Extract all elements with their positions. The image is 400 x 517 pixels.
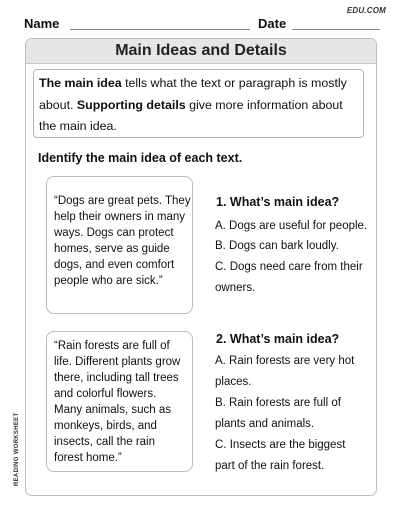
definition-line-2 <box>39 96 343 114</box>
answer-option[interactable]: C. Insects are the biggest <box>215 439 346 451</box>
answer-option[interactable]: A. Rain forests are very hot <box>215 355 355 367</box>
name-date-row <box>24 16 380 32</box>
passage-line: insects, call the rain <box>54 436 155 448</box>
brand-logo: EDU.COM <box>346 6 386 15</box>
definition-text-2a: about. <box>39 98 77 112</box>
passage-line: and colorful flowers. <box>54 388 157 400</box>
passage-line: ways. Dogs can protect <box>54 227 174 239</box>
answer-option[interactable]: B. Rain forests are full of <box>215 397 341 409</box>
definition-text-1: tells what the text or paragraph is mostly <box>121 76 347 90</box>
question-2-title: 2. What’s main idea? <box>216 332 340 346</box>
passage-line: there, including tall trees <box>54 372 179 384</box>
passage-line: life. Different plants grow <box>54 356 181 368</box>
question-1-title: 1. What’s main idea? <box>216 195 340 209</box>
passage-line: dogs, and even comfort <box>54 259 175 271</box>
answer-option-continued[interactable]: plants and animals. <box>215 418 315 430</box>
answer-option-continued[interactable]: owners. <box>215 282 256 294</box>
passage-line: “Rain forests are full of <box>54 340 170 352</box>
passage-box-2 <box>46 331 193 472</box>
instruction-text: Identify the main idea of each text. <box>38 151 243 165</box>
worksheet-panel <box>25 38 377 496</box>
definition-line-3: the main idea. <box>39 119 117 133</box>
definition-box <box>33 69 364 138</box>
page-title: Main Ideas and Details <box>115 42 287 59</box>
passage-box-1 <box>46 176 193 314</box>
term-main-idea: The main idea <box>39 76 122 90</box>
name-label: Name <box>24 16 60 31</box>
name-line[interactable] <box>70 29 250 30</box>
side-label: READING WORKSHEET <box>14 412 20 486</box>
answer-option[interactable]: A. Dogs are useful for people. <box>215 220 368 232</box>
answer-option-continued[interactable]: part of the rain forest. <box>215 460 325 472</box>
passage-line: help their owners in many <box>54 211 186 223</box>
definition-text-2b: give more information about <box>185 98 343 112</box>
answer-option[interactable]: B. Dogs can bark loudly. <box>215 240 339 252</box>
date-line[interactable] <box>292 29 380 30</box>
passage-line: “Dogs are great pets. They <box>54 195 191 207</box>
term-supporting-details: Supporting details <box>76 98 186 112</box>
definition-line-1 <box>39 74 347 92</box>
passage-line: people who are sick.” <box>54 275 163 287</box>
answer-option[interactable]: C. Dogs need care from their <box>215 261 363 273</box>
passage-line: Many animals, such as <box>54 404 171 416</box>
passage-line: homes, serve as guide <box>54 243 170 255</box>
passage-line: forest home.” <box>54 452 122 464</box>
passage-line: monkeys, birds, and <box>54 420 157 432</box>
title-bar <box>26 39 376 64</box>
date-label: Date <box>258 16 287 31</box>
answer-option-continued[interactable]: places. <box>215 376 252 388</box>
